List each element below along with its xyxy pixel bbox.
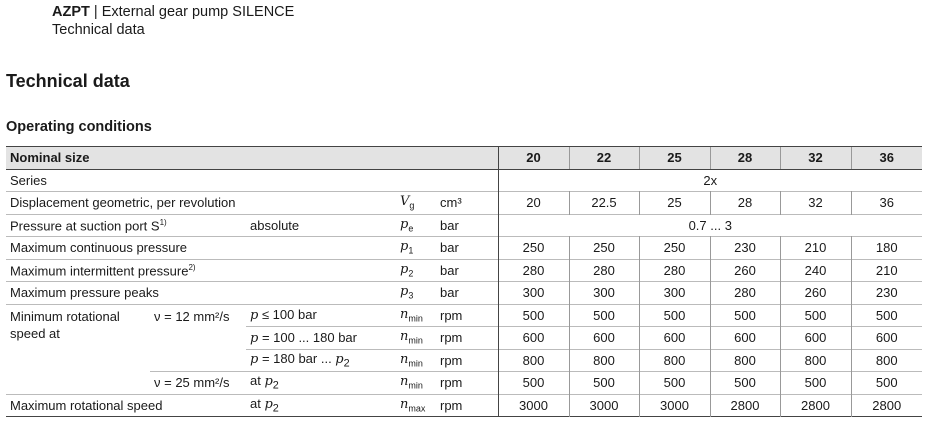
cell: 0.7 ... 3: [498, 214, 922, 237]
pressure-condition: p = 180 bar ... $p_2$: [250, 350, 350, 370]
row-label: Maximum continuous pressure: [10, 240, 188, 256]
cell: 280: [639, 259, 710, 282]
unit: rpm: [440, 375, 463, 391]
symbol: $p_1$: [400, 239, 414, 257]
cell: 500: [780, 372, 851, 395]
size-col: 20: [498, 147, 569, 170]
size-col: 22: [569, 147, 639, 170]
cell: 3000: [569, 394, 639, 417]
cell: 300: [498, 282, 569, 305]
cell: 280: [710, 282, 780, 305]
pressure-condition: at $p_2$: [250, 395, 279, 415]
table-row: [6, 259, 922, 282]
cell: 600: [639, 327, 710, 350]
cell: 210: [851, 259, 922, 282]
symbol: $p_e$: [400, 216, 414, 234]
unit: rpm: [440, 330, 463, 346]
cell: 600: [498, 327, 569, 350]
table-row: [6, 214, 922, 237]
row-label: Maximum intermittent pressure$^{2)}$: [10, 262, 196, 278]
cell: 32: [780, 192, 851, 215]
cell: 500: [710, 372, 780, 395]
row-label: Maximum rotational speed: [10, 397, 163, 413]
condition: absolute: [250, 217, 300, 233]
cell: 20: [498, 192, 569, 215]
cell: 500: [639, 304, 710, 327]
symbol: $n_{min}$: [400, 351, 423, 369]
cell: 280: [569, 259, 639, 282]
size-col: 32: [780, 147, 851, 170]
cell: 260: [780, 282, 851, 305]
cell: 500: [498, 372, 569, 395]
cell: 500: [710, 304, 780, 327]
cell: 240: [780, 259, 851, 282]
cell: 250: [639, 237, 710, 260]
cell: 210: [780, 237, 851, 260]
cell: 2x: [498, 169, 922, 192]
product-code: AZPT: [52, 4, 90, 20]
symbol: $n_{max}$: [400, 396, 426, 414]
cell: 600: [710, 327, 780, 350]
document-header: [52, 3, 294, 39]
pressure-condition: p ≤ 100 bar: [250, 307, 317, 324]
cell: 500: [498, 304, 569, 327]
table-row: [6, 304, 922, 327]
page-title: Technical data: [6, 71, 130, 91]
size-col: 36: [851, 147, 922, 170]
cell: 28: [710, 192, 780, 215]
cell: 2800: [710, 394, 780, 417]
cell: 2800: [851, 394, 922, 417]
cell: 260: [710, 259, 780, 282]
cell: 600: [569, 327, 639, 350]
row-label: Displacement geometric, per revolution: [10, 195, 236, 211]
cell: 300: [569, 282, 639, 305]
cell: 2800: [780, 394, 851, 417]
cell: 500: [569, 372, 639, 395]
table-row: [6, 282, 922, 305]
section-heading: Operating conditions: [6, 119, 152, 135]
symbol: $V_g$: [400, 194, 415, 212]
size-col: 25: [639, 147, 710, 170]
table-row: [6, 394, 922, 417]
row-label: Pressure at suction port $S^{1)}$: [10, 217, 167, 233]
cell: 250: [569, 237, 639, 260]
cell: 600: [780, 327, 851, 350]
cell: 36: [851, 192, 922, 215]
row-label: Minimum rotational speed at: [10, 308, 120, 341]
cell: 600: [851, 327, 922, 350]
product-subtitle: External gear pump SILENCE: [101, 4, 295, 20]
cell: 800: [569, 349, 639, 372]
unit: bar: [440, 240, 459, 256]
cell: 500: [639, 372, 710, 395]
symbol: $p_2$: [400, 261, 414, 279]
operating-conditions-table: [6, 146, 922, 417]
unit: bar: [440, 217, 459, 233]
cell: 500: [851, 304, 922, 327]
cell: 230: [710, 237, 780, 260]
unit: rpm: [440, 307, 463, 323]
symbol: $n_{min}$: [400, 306, 423, 324]
pressure-condition: at $p_2$: [250, 373, 279, 393]
cell: 800: [780, 349, 851, 372]
cell: 500: [851, 372, 922, 395]
unit: rpm: [440, 397, 463, 413]
cell: 800: [851, 349, 922, 372]
table-row: [6, 192, 922, 215]
cell: 800: [710, 349, 780, 372]
header-nominal-size: Nominal size: [6, 147, 498, 170]
viscosity-condition: ν = 25 mm²/s: [154, 375, 230, 391]
unit: rpm: [440, 352, 463, 368]
cell: 280: [498, 259, 569, 282]
pressure-condition: p = 100 ... 180 bar: [250, 329, 357, 346]
cell: 25: [639, 192, 710, 215]
cell: 300: [639, 282, 710, 305]
cell: 500: [569, 304, 639, 327]
cell: 250: [498, 237, 569, 260]
cell: 800: [639, 349, 710, 372]
header-section: Technical data: [52, 22, 145, 38]
table-row: [6, 169, 922, 192]
table-header-row: [6, 147, 922, 170]
row-label: Series: [10, 172, 47, 188]
symbol: $n_{min}$: [400, 374, 423, 392]
table-row: [6, 237, 922, 260]
cell: 230: [851, 282, 922, 305]
unit: bar: [440, 262, 459, 278]
cell: 800: [498, 349, 569, 372]
unit: bar: [440, 285, 459, 301]
cell: 3000: [498, 394, 569, 417]
row-label: Maximum pressure peaks: [10, 285, 159, 301]
viscosity-condition: ν = 12 mm²/s: [154, 309, 230, 325]
cell: 22.5: [569, 192, 639, 215]
symbol: $p_3$: [400, 284, 414, 302]
unit: cm³: [440, 195, 462, 211]
symbol: $n_{min}$: [400, 329, 423, 347]
cell: 500: [780, 304, 851, 327]
size-col: 28: [710, 147, 780, 170]
header-separator: |: [93, 4, 98, 20]
cell: 180: [851, 237, 922, 260]
cell: 3000: [639, 394, 710, 417]
